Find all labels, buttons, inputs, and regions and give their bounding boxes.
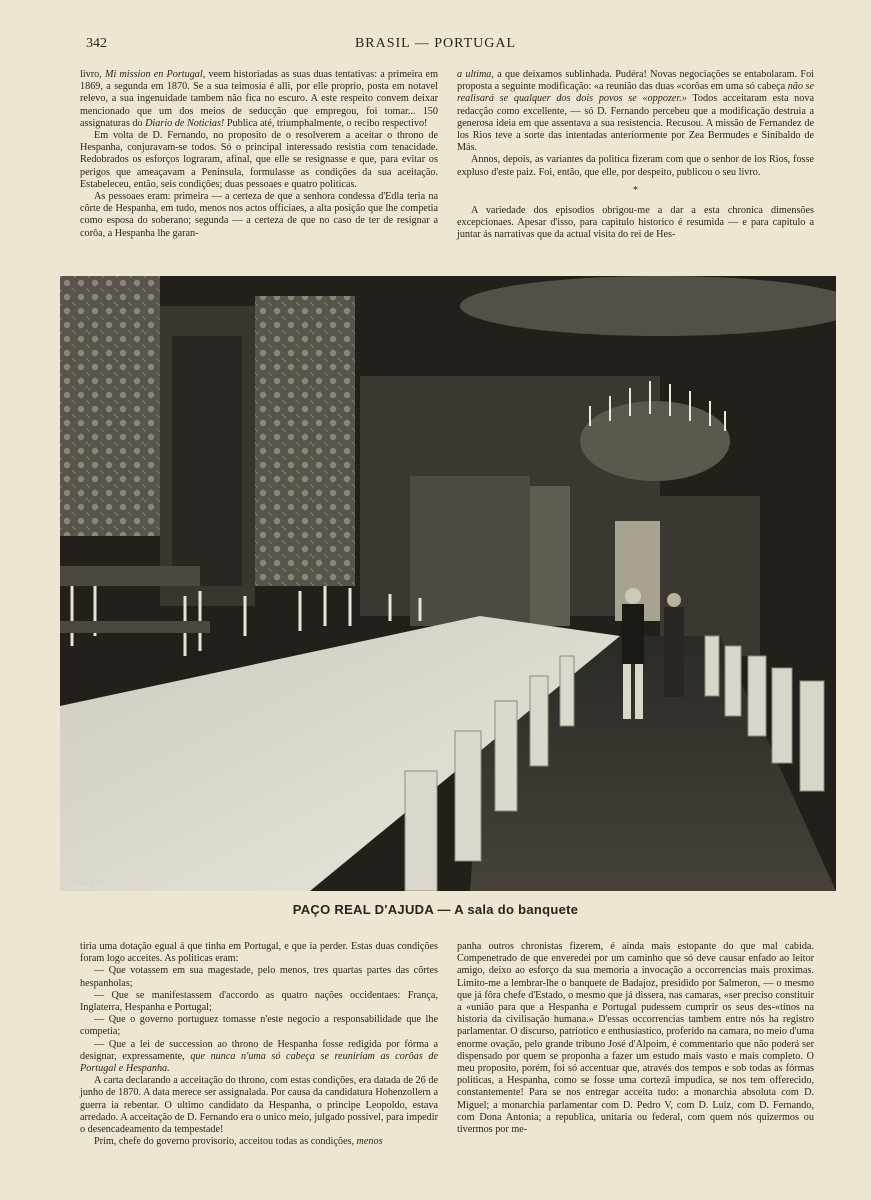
paragraph: Prim, chefe do governo provisorio, acceitou todas as condições, menos [94,1136,383,1148]
column-top-left [80,69,438,240]
newspaper-title: Diario de Noticias! [145,117,225,129]
paragraph: — Que a lei de succession ao throno de Hespanha fosse redigida por fórma a designar, expressamente, que nunca n'uma só cabeça se reuniriam as corôas de Portugal e Hespanha. [80,1038,439,1075]
paragraph: A carta declarando a acceitação do throno, com estas condições, era datada de 26 de junho de 1870. A data merece ser assignalada. Por causa da candidatura Hohenzollern a guerra ia rebentar. O ultimo candidato da Hespanha, o principe Leopoldo, estava arredado. A acceitação de D. Fernando era o unico meio, julgado possivel, para impedir o desencadeamento da tempestade! [80,1075,438,1136]
banquet-hall-photograph [60,276,836,891]
paragraph: panha outros chronistas fizerem, é ainda mais estopante do que mal cabida. Compenetrado de que enveredei por um caminho que só deve causar enfado ao leitor amigo, deixo ao esforço da sua memoria a invocação a occorrencias mais proximas. Limito-me a lembrar-lhe o banquete de Badajoz, presidido por Salmeron, — o mesmo que já fôra chefe d'Estado, o mesmo que já dissera, nas camaras, «ser preciso constituir a «união para que a Hespanha e Portugal pudessem cumprir os seus des-«tinos na historia da civilisação humana.» D'essas occorrencias tambem entre nós ha registro parlamentar. O discurso, patriotico e enthusiastico, proferido na camara, no meio d'uma enorme ovação, pelo grande tribuno José d'Alpoim, é commentario que não poderá ser dispensado por quem se proponha a fazer um estudo mais vasto e mais completo. O meu proposito, porém, foi só accentuar que, através dos tempos e sob todas as fórmas politicas, a Hespanha, como se fosse uma corteză impudica, se nos tem offerecido, constantemente! Para se nos entregar acceita tudo: a monarchia absoluta com D. Miguel; a monarchia parlamentar com D. Pedro V, com D. Luiz, com D. Fernando, com Dona Antonia; a republica, unitaria ou federal, com quem nós quizermos ou tivermos por me- [457,941,814,1136]
paragraph: livro, Mi mission en Portugal, veem historiadas as suas duas tentativas: a primeira em 1869, a segunda em 1870. Se a sua teimosia é alli, por elle proprio, posta em notavel relevo, a sua ingenuidade tambem não fica no escuro. A este respeito convem deixar mencionado que um dos meios de seducção que empregou, foi tomar... 150 assignaturas do Diario de Noticias! Publica até, triumphalmente, o recibo respectivo! [80,69,438,129]
book-title: Mi mission en Portugal [104,69,203,80]
caption-place: PAÇO REAL D'AJUDA [292,902,434,917]
paragraph: Annos, depois, as variantes da politica fizeram com que o senhor de los Rios, fosse expluso d'este paiz. Foi, então, que elle, por despeito, publicou o seu livro. [457,154,814,178]
paragraph: A variedade dos episodios obrigou-me a dar a esta chronica dimensões excepcionaes. Apesar d'isso, para capitulo historico é resumida — e para capitulo a juntar ás narrativas que da actual visita do rei de Hes- [457,205,814,241]
paragraph: As pessoaes eram: primeira — a certeza de que a senhora condessa d'Edla teria na côrte de Hespanha, em tudo, menos nos actos officiaes, a alta posição que lhe competia como esposa do soberano; segunda — a certeza de que no caso de ter de resignar a corôa, a Hespanha lhe garan- [80,191,438,239]
column-bottom-right [457,941,814,1136]
photo-caption: PAÇO REAL D'AJUDA — A sala do banquete [292,902,579,917]
paragraph: — Que se manifestassem d'accordo as quatro nações occidentaes: França, Inglaterra, Hespanha e Portugal; [80,989,438,1014]
section-separator: * [633,184,638,196]
column-top-right [457,69,814,242]
page-number: 342 [86,36,107,51]
running-title: BRASIL — PORTUGAL [354,36,517,51]
paragraph: Em volta de D. Fernando, no proposito de o resolverem a aceitar o throno de Hespanha, conjuravam-se todos. Só o principal interessado resistia com tenacidade. Redobrados os esforços lograram, afinal, que elle se resignasse e que, para evitar os perigos que ameaçavam a Peninsula, formulasse as condições da sua aceitação. Estabeleceu, então, seis condições; duas pessoaes e quatro politicas. [80,130,438,190]
photo-illustration [60,276,836,891]
photographer-signature: P. Marq. 911 [68,878,109,887]
paragraph: — Que votassem em sua magestade, pelo menos, tres quartas partes das côrtes hespanholas; [80,965,438,989]
paragraph: tiria uma dotação egual á que tinha em Portugal, e que ia perder. Estas duas condições foram logo acceites. As politicas eram: [80,941,438,965]
column-bottom-left [80,941,438,1148]
caption-subject: A sala do banquete [454,902,579,917]
paragraph: — Que o governo portuguez tomasse n'este negocio a responsabilidade que lhe competia; [80,1014,438,1038]
paragraph: a ultima, a que deixamos sublinhada. Pudéra! Novas negociações se entabolaram. Foi proposta a seguinte modificação: «a reunião das duas «corôas em uma só cabeça não se realisará se qualquer dos dois povos se «oppozer.» Todos acceitaram esta nova redacção como excellente, — só D. Fernando percebeu que a modificação destruia a generosa ideia em que assentava a sua resistencia. Recusou. A missão de Fernandez de los Rios teve a sorte das intentadas anteriormente por Zea Bermudes e Sinibaldo de Más. [457,69,815,154]
